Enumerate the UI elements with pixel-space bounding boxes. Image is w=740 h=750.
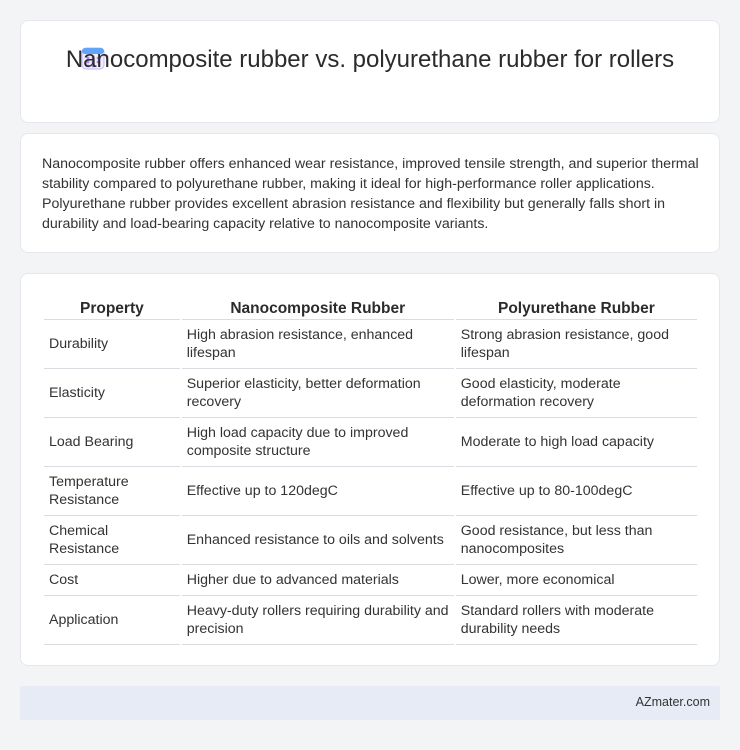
- title-card: [20, 20, 720, 123]
- summary-card: [20, 133, 720, 253]
- table-header-row: [44, 296, 697, 320]
- cell-polyurethane: Lower, more economical: [456, 565, 697, 596]
- cell-property: Temperature Resistance: [44, 467, 180, 516]
- cell-polyurethane: Effective up to 80-100degC: [456, 467, 697, 516]
- cell-polyurethane: Good resistance, but less than nanocomposites: [456, 516, 697, 565]
- page-title: Nanocomposite rubber vs. polyurethane rubber for rollers: [65, 46, 675, 73]
- footer-bar: [20, 686, 720, 720]
- cell-polyurethane: Good elasticity, moderate deformation recovery: [456, 369, 697, 418]
- table-row: [44, 565, 697, 596]
- cell-nanocomposite: Superior elasticity, better deformation recovery: [182, 369, 454, 418]
- footer-brand[interactable]: AZmater.com: [635, 695, 710, 709]
- header-property: Property: [44, 296, 180, 320]
- cell-property: Cost: [44, 565, 180, 596]
- summary-text: Nanocomposite rubber offers enhanced wear resistance, improved tensile strength, and superior thermal stability compared to polyurethane rubber, making it ideal for high-performance roller applications. Polyurethane rubber provides excellent abrasion resistance and flexibility but generally falls short in durability and load-bearing capacity relative to nanocomposite variants.: [42, 156, 699, 232]
- cell-property: Application: [44, 596, 180, 645]
- cell-property: Elasticity: [44, 369, 180, 418]
- table-row: [44, 320, 697, 369]
- table-row: [44, 418, 697, 467]
- comparison-card: [20, 273, 720, 666]
- table-row: [44, 369, 697, 418]
- cell-nanocomposite: Enhanced resistance to oils and solvents: [182, 516, 454, 565]
- cell-nanocomposite: High abrasion resistance, enhanced lifespan: [182, 320, 454, 369]
- cell-polyurethane: Standard rollers with moderate durability needs: [456, 596, 697, 645]
- comparison-table: [42, 296, 699, 645]
- cell-nanocomposite: Effective up to 120degC: [182, 467, 454, 516]
- cell-nanocomposite: Heavy-duty rollers requiring durability and precision: [182, 596, 454, 645]
- table-row: [44, 467, 697, 516]
- cell-property: Load Bearing: [44, 418, 180, 467]
- cell-polyurethane: Moderate to high load capacity: [456, 418, 697, 467]
- cell-property: Chemical Resistance: [44, 516, 180, 565]
- cell-nanocomposite: Higher due to advanced materials: [182, 565, 454, 596]
- header-polyurethane: Polyurethane Rubber: [456, 296, 697, 320]
- header-nanocomposite: Nanocomposite Rubber: [182, 296, 454, 320]
- table-row: [44, 596, 697, 645]
- cell-nanocomposite: High load capacity due to improved composite structure: [182, 418, 454, 467]
- cell-polyurethane: Strong abrasion resistance, good lifespan: [456, 320, 697, 369]
- table-row: [44, 516, 697, 565]
- cell-property: Durability: [44, 320, 180, 369]
